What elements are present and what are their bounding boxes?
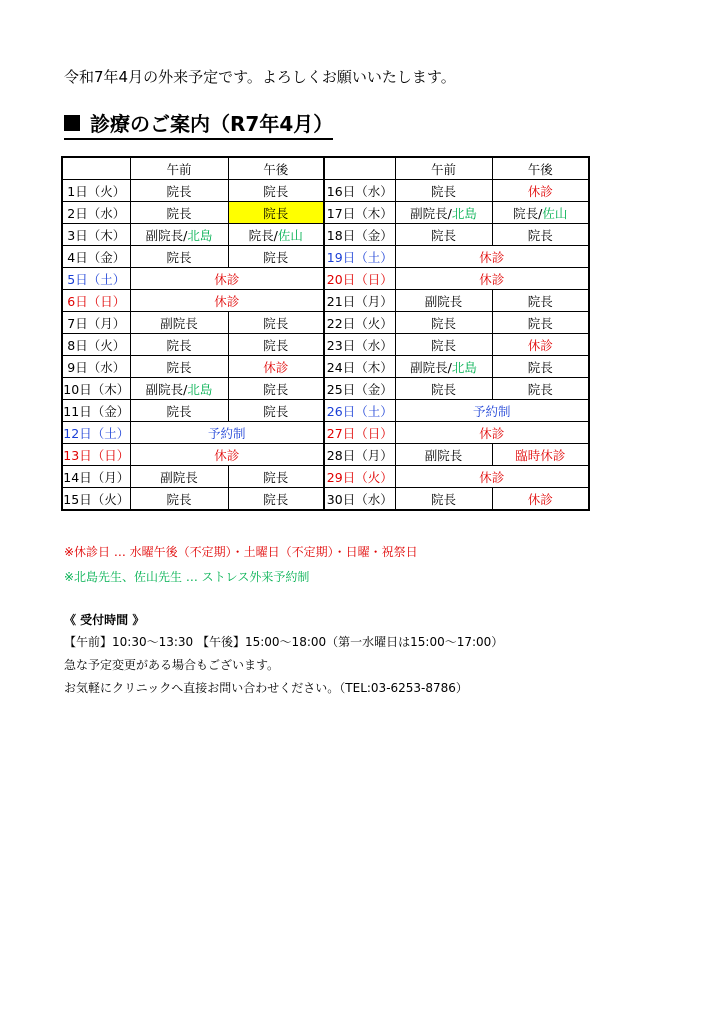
day-cell: 5日（土） [62, 268, 130, 290]
cell-text: 院長 [263, 491, 289, 507]
am-cell [395, 290, 492, 312]
cell-text: 院長 [166, 249, 192, 265]
cell-text: 休診 [479, 425, 505, 441]
am-cell [130, 312, 228, 334]
table-row [62, 378, 589, 400]
pm-cell [492, 312, 589, 334]
day-cell: 27日（日） [324, 422, 395, 444]
reception-hours: 【午前】10:30～13:30 【午後】15:00～18:00（第一水曜日は15:00～17:00） [64, 635, 504, 649]
day-cell: 28日（月） [324, 444, 395, 466]
day-cell: 17日（木） [324, 202, 395, 224]
am-cell [395, 202, 492, 224]
am-cell [130, 466, 228, 488]
cell-text: 休診 [527, 491, 553, 507]
am-cell [130, 400, 228, 422]
cell-text: 院長 [527, 359, 553, 375]
day-cell: 22日（火） [324, 312, 395, 334]
pm-cell [492, 356, 589, 378]
am-cell [395, 488, 492, 511]
cell-text: 休診 [527, 183, 553, 199]
full-day-cell [395, 400, 589, 422]
cell-text: 院長 [263, 249, 289, 265]
cell-text: 休診 [479, 271, 505, 287]
pm-cell [492, 290, 589, 312]
am-cell [395, 312, 492, 334]
pm-cell [228, 400, 324, 422]
am-cell [130, 224, 228, 246]
cell-text: 予約制 [472, 403, 511, 419]
pm-cell [228, 378, 324, 400]
day-cell: 21日（月） [324, 290, 395, 312]
day-cell: 26日（土） [324, 400, 395, 422]
cell-text: 休診 [214, 271, 240, 287]
page-title-text: 診療のご案内（R7年4月） [90, 112, 334, 136]
am-cell [395, 444, 492, 466]
cell-text: 休診 [527, 337, 553, 353]
am-cell [395, 224, 492, 246]
cell-text: 院長 [263, 205, 289, 221]
header-am-left: 午前 [130, 157, 228, 180]
cell-text: 北島 [451, 205, 477, 221]
day-cell: 18日（金） [324, 224, 395, 246]
table-row [62, 202, 589, 224]
day-cell: 11日（金） [62, 400, 130, 422]
cell-text: 院長 [263, 469, 289, 485]
day-cell: 25日（金） [324, 378, 395, 400]
day-cell: 1日（火） [62, 180, 130, 202]
full-day-cell [130, 268, 324, 290]
schedule-change-note: 急な予定変更がある場合もございます。 [64, 658, 280, 672]
pm-cell [228, 202, 324, 224]
full-day-cell [395, 422, 589, 444]
pm-cell [492, 444, 589, 466]
full-day-cell [130, 422, 324, 444]
cell-text: 院長 [263, 403, 289, 419]
am-cell [130, 488, 228, 511]
cell-text: 院長 [263, 315, 289, 331]
cell-text: 北島 [451, 359, 477, 375]
pm-cell [228, 334, 324, 356]
day-cell: 9日（水） [62, 356, 130, 378]
table-row [62, 400, 589, 422]
cell-text: 院長 [527, 293, 553, 309]
table-row [62, 246, 589, 268]
cell-text: 院長 [527, 381, 553, 397]
full-day-cell [130, 290, 324, 312]
cell-text: 院長 [527, 315, 553, 331]
pm-cell [228, 246, 324, 268]
pm-cell [492, 224, 589, 246]
cell-text: 副院長 [160, 469, 198, 485]
header-pm-left: 午後 [228, 157, 324, 180]
day-cell: 2日（水） [62, 202, 130, 224]
pm-cell [492, 180, 589, 202]
am-cell [130, 246, 228, 268]
header-pm-right: 午後 [492, 157, 589, 180]
cell-text: 院長 [263, 337, 289, 353]
header-day-left [62, 157, 130, 180]
table-row [62, 268, 589, 290]
day-cell: 8日（火） [62, 334, 130, 356]
cell-text: 副院長 [424, 293, 463, 309]
day-cell: 30日（水） [324, 488, 395, 511]
cell-text: 院長 [263, 381, 289, 397]
full-day-cell [395, 246, 589, 268]
day-cell: 7日（月） [62, 312, 130, 334]
day-cell: 23日（水） [324, 334, 395, 356]
cell-text: 休診 [214, 293, 240, 309]
pm-cell [228, 356, 324, 378]
cell-text: 院長 [430, 337, 456, 353]
pm-cell [228, 488, 324, 511]
cell-text: 副院長/ [410, 359, 452, 375]
am-cell [130, 378, 228, 400]
day-cell: 16日（水） [324, 180, 395, 202]
cell-text: 佐山 [542, 205, 568, 221]
cell-text: 院長 [166, 403, 192, 419]
day-cell: 3日（木） [62, 224, 130, 246]
table-row [62, 422, 589, 444]
day-cell: 29日（火） [324, 466, 395, 488]
cell-text: 休診 [479, 469, 505, 485]
cell-text: 院長/ [248, 227, 278, 243]
day-cell: 6日（日） [62, 290, 130, 312]
page-title [64, 108, 333, 140]
table-row [62, 180, 589, 202]
cell-text: 院長 [430, 491, 456, 507]
intro-text: 令和7年4月の外来予定です。よろしくお願いいたします。 [64, 68, 456, 86]
am-cell [130, 180, 228, 202]
full-day-cell [130, 444, 324, 466]
closed-days-note: ※休診日 … 水曜午後（不定期）・土曜日（不定期）・日曜・祝祭日 [64, 545, 418, 559]
table-header-row [62, 157, 589, 180]
cell-text: 院長 [263, 183, 289, 199]
table-row [62, 312, 589, 334]
am-cell [395, 180, 492, 202]
cell-text: 院長 [166, 205, 192, 221]
cell-text: 院長 [527, 227, 553, 243]
cell-text: 北島 [187, 381, 213, 397]
cell-text: 院長 [430, 381, 456, 397]
pm-cell [228, 180, 324, 202]
day-cell: 14日（月） [62, 466, 130, 488]
pm-cell [492, 378, 589, 400]
cell-text: 佐山 [277, 227, 303, 243]
contact-note: お気軽にクリニックへ直接お問い合わせください。（TEL:03-6253-8786） [64, 681, 468, 695]
full-day-cell [395, 466, 589, 488]
day-cell: 10日（木） [62, 378, 130, 400]
day-cell: 12日（土） [62, 422, 130, 444]
am-cell [130, 356, 228, 378]
am-cell [395, 356, 492, 378]
am-cell [395, 378, 492, 400]
am-cell [130, 202, 228, 224]
cell-text: 院長 [430, 227, 456, 243]
cell-text: 休診 [214, 447, 240, 463]
table-row [62, 334, 589, 356]
table-row [62, 488, 589, 511]
day-cell: 24日（木） [324, 356, 395, 378]
pm-cell [228, 466, 324, 488]
black-square-icon [64, 115, 80, 131]
cell-text: 副院長 [160, 315, 198, 331]
cell-text: 院長 [166, 337, 192, 353]
day-cell: 4日（金） [62, 246, 130, 268]
table-row [62, 444, 589, 466]
cell-text: 院長 [430, 315, 456, 331]
cell-text: 院長 [166, 491, 192, 507]
cell-text: 臨時休診 [515, 447, 566, 463]
cell-text: 副院長 [424, 447, 463, 463]
cell-text: 副院長/ [145, 381, 188, 397]
table-row [62, 224, 589, 246]
cell-text: 予約制 [207, 425, 246, 441]
cell-text: 休診 [479, 249, 505, 265]
day-cell: 19日（土） [324, 246, 395, 268]
full-day-cell [395, 268, 589, 290]
cell-text: 副院長/ [145, 227, 188, 243]
cell-text: 北島 [187, 227, 213, 243]
header-day-right [324, 157, 395, 180]
pm-cell [492, 334, 589, 356]
cell-text: 院長 [166, 359, 192, 375]
day-cell: 15日（火） [62, 488, 130, 511]
pm-cell [492, 488, 589, 511]
cell-text: 休診 [263, 359, 289, 375]
am-cell [130, 334, 228, 356]
cell-text: 副院長/ [410, 205, 452, 221]
am-cell [395, 334, 492, 356]
stress-clinic-note: ※北島先生、佐山先生 … ストレス外来予約制 [64, 570, 310, 584]
schedule-table [61, 156, 590, 511]
reception-title: 《 受付時間 》 [64, 613, 145, 627]
pm-cell [492, 202, 589, 224]
day-cell: 20日（日） [324, 268, 395, 290]
cell-text: 院長/ [513, 205, 543, 221]
pm-cell [228, 224, 324, 246]
cell-text: 院長 [166, 183, 192, 199]
table-row [62, 356, 589, 378]
cell-text: 院長 [430, 183, 456, 199]
table-row [62, 466, 589, 488]
header-am-right: 午前 [395, 157, 492, 180]
pm-cell [228, 312, 324, 334]
day-cell: 13日（日） [62, 444, 130, 466]
table-row [62, 290, 589, 312]
